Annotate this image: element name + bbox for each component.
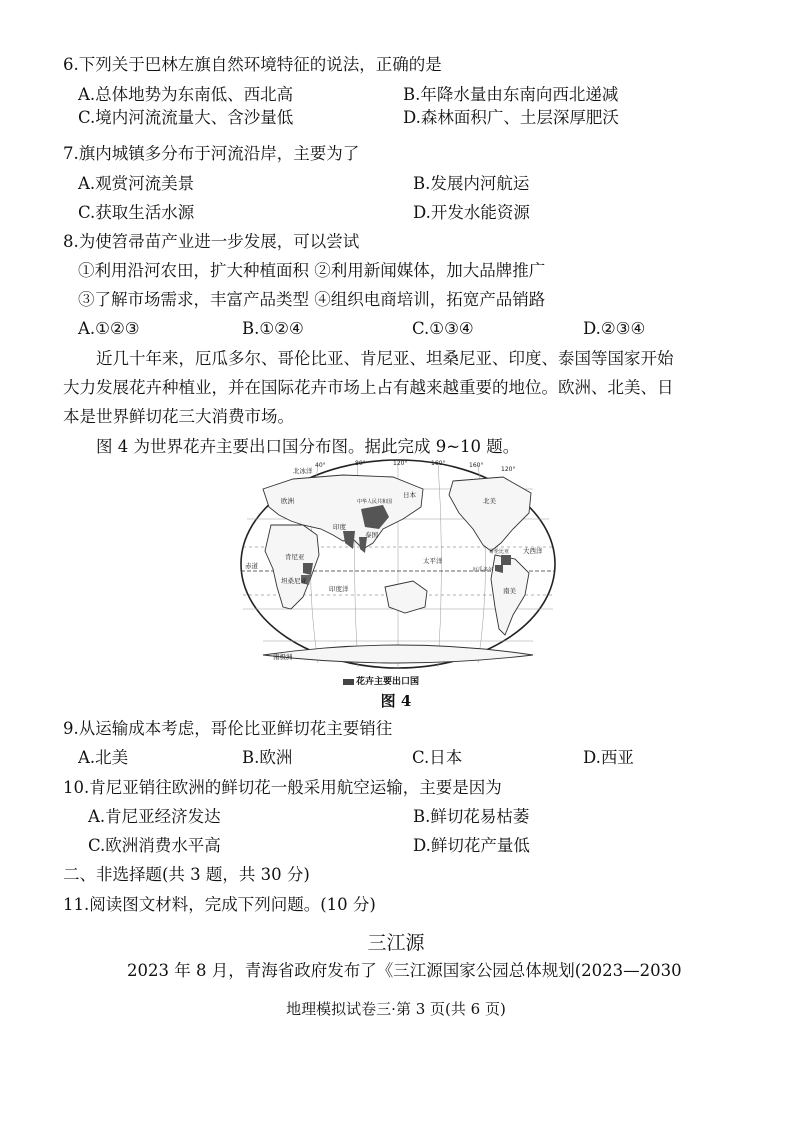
label-india: 印度 [333,523,346,531]
q8-option-b: B.①②④ [242,319,304,338]
figure-caption: 图 4 [380,692,412,710]
q8-option-c: C.①③④ [412,319,474,338]
label-arctic: 北冰洋 [293,467,313,475]
q6-option-b: B.年降水量由东南向西北递减 [403,85,619,104]
label-colombia: 哥伦比亚 [489,549,510,555]
passage-line-3: 本是世界鲜切花三大消费市场。 [63,407,294,426]
q11-title: 三江源 [367,932,425,954]
q9-stem: 9.从运输成本考虑，哥伦比亚鲜切花主要销往 [63,719,393,738]
q7-option-d: D.开发水能资源 [413,203,530,222]
label-indian-ocean: 印度洋 [329,585,349,593]
q8-option-d: D.②③④ [583,319,646,338]
label-atlantic: 大西洋 [523,547,543,555]
q6-option-d: D.森林面积广、土层深厚肥沃 [403,108,619,127]
q6-stem: 6.下列关于巴林左旗自然环境特征的说法，正确的是 [63,55,442,74]
q8-items-line1: ①利用沿河农田，扩大种植面积 ②利用新闻媒体，加大品牌推广 [78,261,546,280]
label-europe: 欧洲 [281,497,294,505]
label-thailand: 泰国 [365,531,378,539]
lon-label-2: 80° [355,460,366,467]
q7-option-b: B.发展内河航运 [413,174,530,193]
q8-stem: 8.为使笤帚苗产业进一步发展，可以尝试 [63,232,360,251]
colombia-export-shade [501,555,511,565]
q9-option-c: C.日本 [412,748,463,767]
q9-option-a: A.北美 [78,748,129,767]
q6-option-c: C.境内河流流量大、含沙量低 [78,108,294,127]
q9-option-b: B.欧洲 [242,748,293,767]
q7-stem: 7.旗内城镇多分布于河流沿岸，主要为了 [63,144,360,163]
label-kenya: 肯尼亚 [285,553,305,561]
legend-label: 花卉主要出口国 [356,677,420,687]
label-pacific: 太平洋 [423,557,443,565]
label-japan: 日本 [403,491,416,499]
q9-option-d: D.西亚 [583,748,634,767]
q10-option-d: D.鲜切花产量低 [413,836,530,855]
page-footer: 地理模拟试卷三·第 3 页(共 6 页) [286,1000,506,1018]
label-north-america: 北美 [483,497,496,505]
q7-option-a: A.观赏河流美景 [78,174,195,193]
q10-option-c: C.欧洲消费水平高 [88,836,221,855]
q8-option-a: A.①②③ [78,319,140,338]
lon-label-5: 160° [469,462,484,469]
label-south-america: 南美 [503,587,516,595]
q7-option-c: C.获取生活水源 [78,203,195,222]
q10-stem: 10.肯尼亚销往欧洲的鲜切花一般采用航空运输，主要是因为 [63,778,502,797]
lon-label-3: 120° [393,460,408,467]
q11-stem: 11.阅读图文材料，完成下列问题。(10 分) [63,895,376,914]
lon-label-1: 40° [315,462,326,469]
q10-option-b: B.鲜切花易枯萎 [413,807,530,826]
legend-swatch [343,679,354,685]
label-equator: 赤道 [245,562,258,570]
q8-items-line2: ③了解市场需求，丰富产品类型 ④组织电商培训，拓宽产品销路 [78,290,546,309]
label-ecuador: 厄瓜多尔 [473,567,494,573]
section2-heading: 二、非选择题(共 3 题，共 30 分) [63,865,310,884]
world-flower-export-map [233,459,563,689]
q11-first-line: 2023 年 8 月，青海省政府发布了《三江源国家公园总体规划(2023—2030 [127,961,682,980]
label-tanzania: 坦桑尼亚 [281,577,307,585]
q6-option-a: A.总体地势为东南低、西北高 [78,85,294,104]
passage-line-1: 近几十年来，厄瓜多尔、哥伦比亚、肯尼亚、坦桑尼亚、印度、泰国等国家开始 [96,349,674,368]
lon-label-6: 120° [501,466,516,473]
q10-option-a: A.肯尼亚经济发达 [88,807,221,826]
lon-label-4: 160° [431,460,446,467]
label-china: 中华人民共和国 [357,499,393,505]
figure-intro: 图 4 为世界花卉主要出口国分布图。据此完成 9~10 题。 [96,437,520,456]
label-antarctica: 南极洲 [273,653,293,661]
map-legend [343,674,419,687]
passage-line-2: 大力发展花卉种植业，并在国际花卉市场上占有越来越重要的地位。欧洲、北美、日 [63,378,674,397]
